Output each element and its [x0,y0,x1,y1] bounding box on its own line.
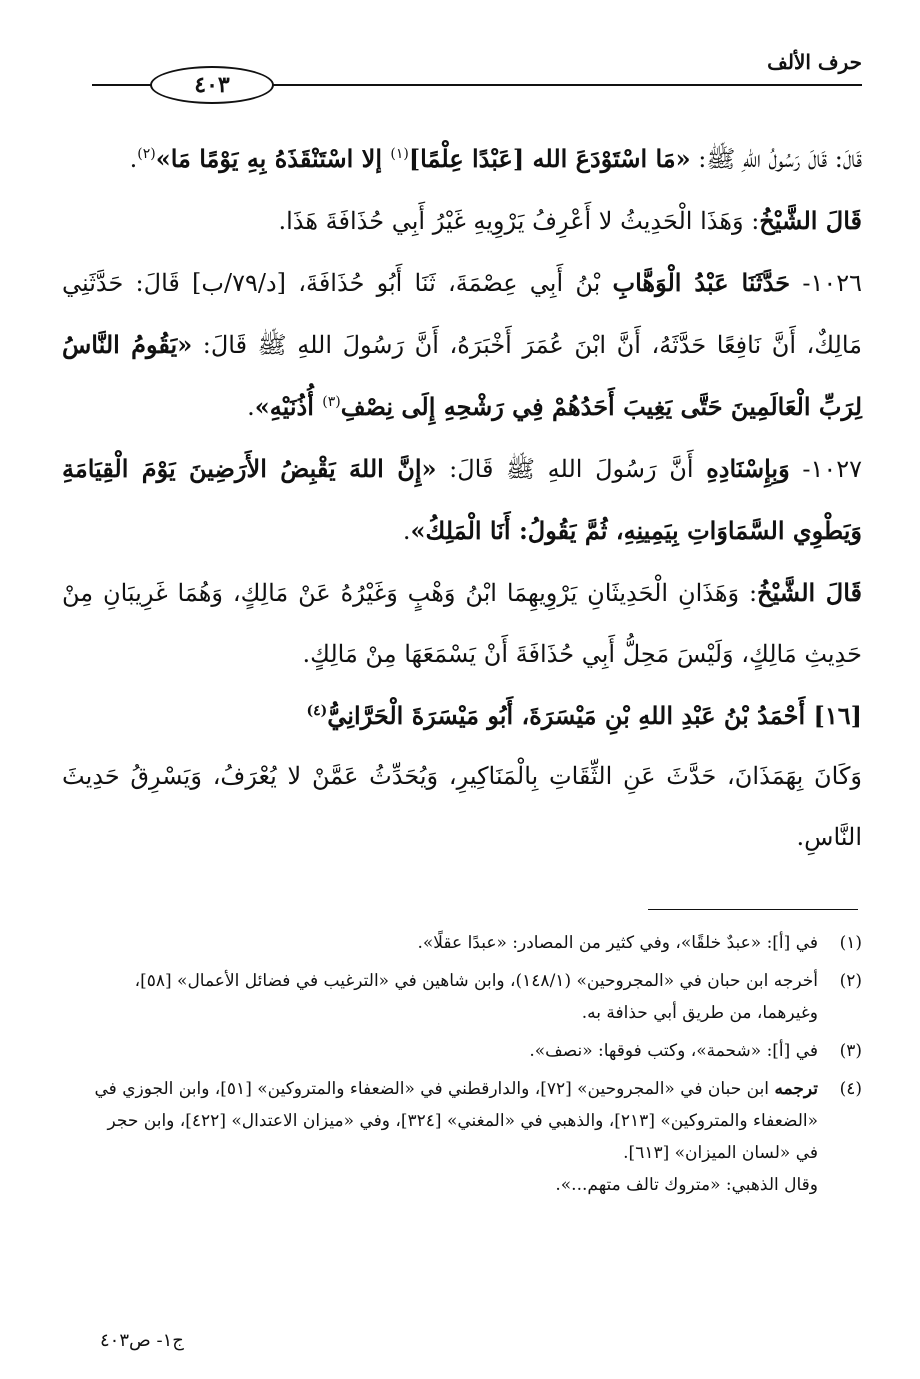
text-run: . [402,517,411,545]
speaker-label: قَالَ الشَّيْخُ [757,578,862,607]
text-run: : وَهَذَانِ الْحَدِيثَانِ يَرْوِيهِمَا ابْنُ وَهْبٍ وَغَيْرُهُ عَنْ مَالِكٍ، وَهُمَا غَرِيبَانِ مِنْ حَدِيثِ مَالِكٍ، وَلَيْسَ مَحِلُّ أَبِي حُذَافَةَ أَنْ يَسْمَعَهَا مِنْ مَالِكٍ. [62,579,862,668]
paragraph-sheikh-comment-1 [62,190,862,252]
text-run: أَنَّ رَسُولَ اللهِ ﷺ قَالَ: [436,455,707,483]
footnote-number: (١) [839,933,862,953]
text-run: وقال الذهبي: «متروك تالف متهم...». [555,1175,818,1195]
paragraph-sheikh-comment-2 [62,562,862,685]
footnote-ref: (١) [390,146,409,162]
hadith-number: ١٠٢٧- [789,455,863,483]
chapter-title: حرف الألف [767,50,862,74]
footnote-divider [648,909,858,910]
footnote-ref: (٣) [322,394,341,410]
chain-phrase: وَبِإِسْنَادِهِ [706,454,790,483]
footnotes [80,927,862,1207]
footnote-text: أخرجه ابن حبان في «المجروحين» (١٤٨/١)، وابن شاهين في «الترغيب في فضائل الأعمال» [٥٨]، وغيرهما، من طريق أبي حذافة به. [134,971,818,1023]
paragraph-hadith-1027 [62,438,862,562]
footnote-2 [80,965,862,1029]
text-run: : وَهَذَا الْحَدِيثُ لا أَعْرِفُ يَرْوِيهِ غَيْرُ أَبِي حُذَافَةَ هَذَا. [278,207,760,235]
text-run: . [129,145,138,173]
footnote-3 [80,1035,862,1067]
footnote-text: في [أ]: «شحمة»، وكتب فوقها: «نصف». [529,1041,818,1061]
text-run: . [247,393,255,421]
page-reference: ج١- ص٤٠٣ [100,1330,184,1351]
hadith-text: إلا اسْتَنْقَذَهُ بِهِ يَوْمًا مَا» [155,144,391,173]
page-number-badge: ٤٠٣ [150,66,274,104]
hadith-text: «يَقُومُ النَّاسُ لِرَبِّ الْعَالَمِينَ حَتَّى يَغِيبَ أَحَدُهُمْ فِي رَشْحِهِ إِلَى نِصْفِ [62,330,862,421]
text-run: بْنُ أَبِي عِصْمَةَ، ثَنَا أَبُو حُذَافَةَ، [د/٧٩/ب] قَالَ: حَدَّثَنِي مَالِكٌ، أَنَّ نَافِعًا حَدَّثَهُ، أَنَّ ابْنَ عُمَرَ أَخْبَرَهُ، أَنَّ رَسُولَ اللهِ ﷺ قَالَ: [62,269,863,359]
footnote-1 [80,927,862,959]
biography-heading [62,685,862,746]
footnote-4 [80,1073,862,1201]
footnote-number: (٤) [839,1079,862,1099]
footnote-number: (٣) [839,1041,862,1061]
speaker-label: قَالَ الشَّيْخُ [759,206,862,235]
footnote-keyword: ترجمه [774,1079,818,1099]
footnote-number: (٢) [839,971,862,991]
hadith-text: «إِنَّ اللهَ يَقْبِضُ الأَرَضِينَ يَوْمَ الْقِيَامَةِ وَيَطْوِي السَّمَاوَاتِ بِيَمِينِهِ، ثُمَّ يَقُولُ: أَنَا الْمَلِكُ» [62,454,862,545]
hadith-number: ١٠٢٦- [790,269,862,297]
heading-text: [١٦] أَحْمَدُ بْنُ عَبْدِ اللهِ بْنِ مَيْسَرَةَ، أَبُو مَيْسَرَةَ الْحَرَّانِيُّ [327,701,862,730]
main-text [62,128,862,868]
narrator-name: حَدَّثَنَا عَبْدُ الْوَهَّابِ [612,268,791,297]
paragraph-hadith-1026 [62,252,862,438]
footnote-text [80,1073,818,1201]
footnote-ref: (٢) [137,146,156,162]
running-header [92,44,862,98]
hadith-text: «مَا اسْتَوْدَعَ الله [عَبْدًا عِلْمًا] [408,144,691,173]
hadith-text: أُذُنَيْهِ» [254,392,323,421]
text-run: ابن حبان في «المجروحين» [٧٢]، والدارقطني في «الضعفاء والمتروكين» [٥١]، وابن الجوزي في «الضعفاء والمتروكين» [٢١٣]، والذهبي في «المغني» [٣٢٤]، وفي «ميزان الاعتدال» [٤٢٢]، وابن حجر في «لسان الميزان» [٦١٣]. [94,1079,818,1163]
footnote-text: في [أ]: «عبدٌ خلقًا»، وفي كثير من المصادر: «عبدًا عقلًا». [417,933,818,953]
paragraph-hadith-1 [62,128,862,190]
footnote-ref: (٤) [306,703,328,719]
paragraph-biography: وَكَانَ بِهَمَذَانَ، حَدَّثَ عَنِ الثِّقَاتِ بِالْمَنَاكِيرِ، وَيُحَدِّثُ عَمَّنْ لا يُعْرَفُ، وَيَسْرِقُ حَدِيثَ النَّاسِ. [62,762,862,851]
text-run: قَالَ: قَالَ رَسُولُ اللهِ ﷺ: [690,145,862,173]
